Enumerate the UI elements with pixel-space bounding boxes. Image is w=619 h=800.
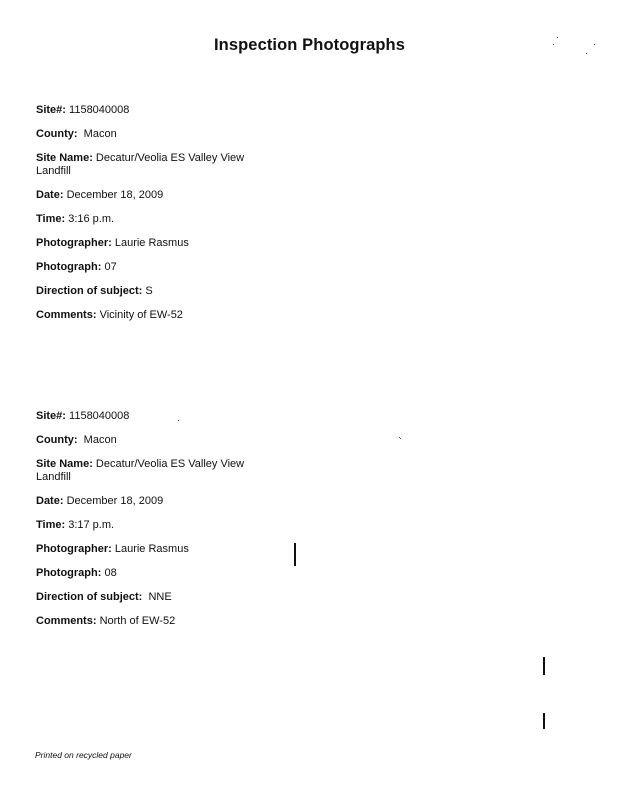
photograph-number-field xyxy=(36,567,276,580)
photographer-value: Laurie Rasmus xyxy=(114,237,189,249)
site-name-value: Decatur/Veolia ES Valley View Landfill xyxy=(36,458,245,483)
direction-value: S xyxy=(145,285,153,297)
photo-record-08 xyxy=(36,410,276,639)
scan-artifact-mark xyxy=(543,657,545,675)
page-title: Inspection Photographs xyxy=(213,36,406,54)
site-name-field xyxy=(36,458,276,484)
county-label: County: xyxy=(36,128,78,140)
county-value: Macon xyxy=(83,128,117,140)
direction-label: Direction of subject: xyxy=(36,591,143,603)
photographer-value: Laurie Rasmus xyxy=(114,543,189,555)
site-name-value: Decatur/Veolia ES Valley View Landfill xyxy=(36,152,245,177)
scan-speck xyxy=(178,420,179,421)
direction-field xyxy=(36,591,276,604)
site-number-field xyxy=(36,104,251,117)
date-value: December 18, 2009 xyxy=(66,189,164,201)
recycled-paper-footer: Printed on recycled paper xyxy=(35,750,132,760)
photograph-number-label: Photograph: xyxy=(36,567,102,579)
scan-artifact-mark xyxy=(543,713,545,729)
scan-speck xyxy=(557,37,558,38)
date-label: Date: xyxy=(36,189,64,201)
county-field xyxy=(36,434,276,447)
time-label: Time: xyxy=(36,213,66,225)
scan-speck xyxy=(400,438,401,439)
date-field xyxy=(36,495,276,508)
county-value: Macon xyxy=(83,434,117,446)
date-field xyxy=(36,189,251,202)
time-value: 3:17 p.m. xyxy=(68,519,115,531)
scan-speck xyxy=(553,44,554,45)
comments-field xyxy=(36,309,251,322)
scan-speck xyxy=(586,53,587,54)
comments-value: Vicinity of EW-52 xyxy=(99,309,183,321)
site-number-field xyxy=(36,410,276,423)
photo-record-07 xyxy=(36,104,251,333)
comments-label: Comments: xyxy=(36,309,97,321)
site-name-field xyxy=(36,152,251,178)
site-name-label: Site Name: xyxy=(36,458,93,470)
time-value: 3:16 p.m. xyxy=(68,213,115,225)
photograph-number-label: Photograph: xyxy=(36,261,102,273)
county-label: County: xyxy=(36,434,78,446)
scan-speck xyxy=(594,44,595,45)
site-number-value: 1158040008 xyxy=(69,104,130,116)
photograph-number-field xyxy=(36,261,251,274)
county-field xyxy=(36,128,251,141)
time-field xyxy=(36,519,276,532)
scan-artifact-mark xyxy=(294,543,296,566)
photographer-field xyxy=(36,237,251,250)
date-label: Date: xyxy=(36,495,64,507)
comments-label: Comments: xyxy=(36,615,97,627)
time-label: Time: xyxy=(36,519,66,531)
photographer-label: Photographer: xyxy=(36,543,112,555)
direction-field xyxy=(36,285,251,298)
direction-value: NNE xyxy=(148,591,172,603)
site-name-label: Site Name: xyxy=(36,152,93,164)
photographer-field xyxy=(36,543,276,556)
photograph-number-value: 07 xyxy=(104,261,117,273)
direction-label: Direction of subject: xyxy=(36,285,143,297)
site-number-label: Site#: xyxy=(36,410,66,422)
date-value: December 18, 2009 xyxy=(66,495,164,507)
photographer-label: Photographer: xyxy=(36,237,112,249)
site-number-value: 1158040008 xyxy=(69,410,130,422)
comments-value: North of EW-52 xyxy=(99,615,176,627)
site-number-label: Site#: xyxy=(36,104,66,116)
comments-field xyxy=(36,615,276,628)
time-field xyxy=(36,213,251,226)
photograph-number-value: 08 xyxy=(104,567,117,579)
